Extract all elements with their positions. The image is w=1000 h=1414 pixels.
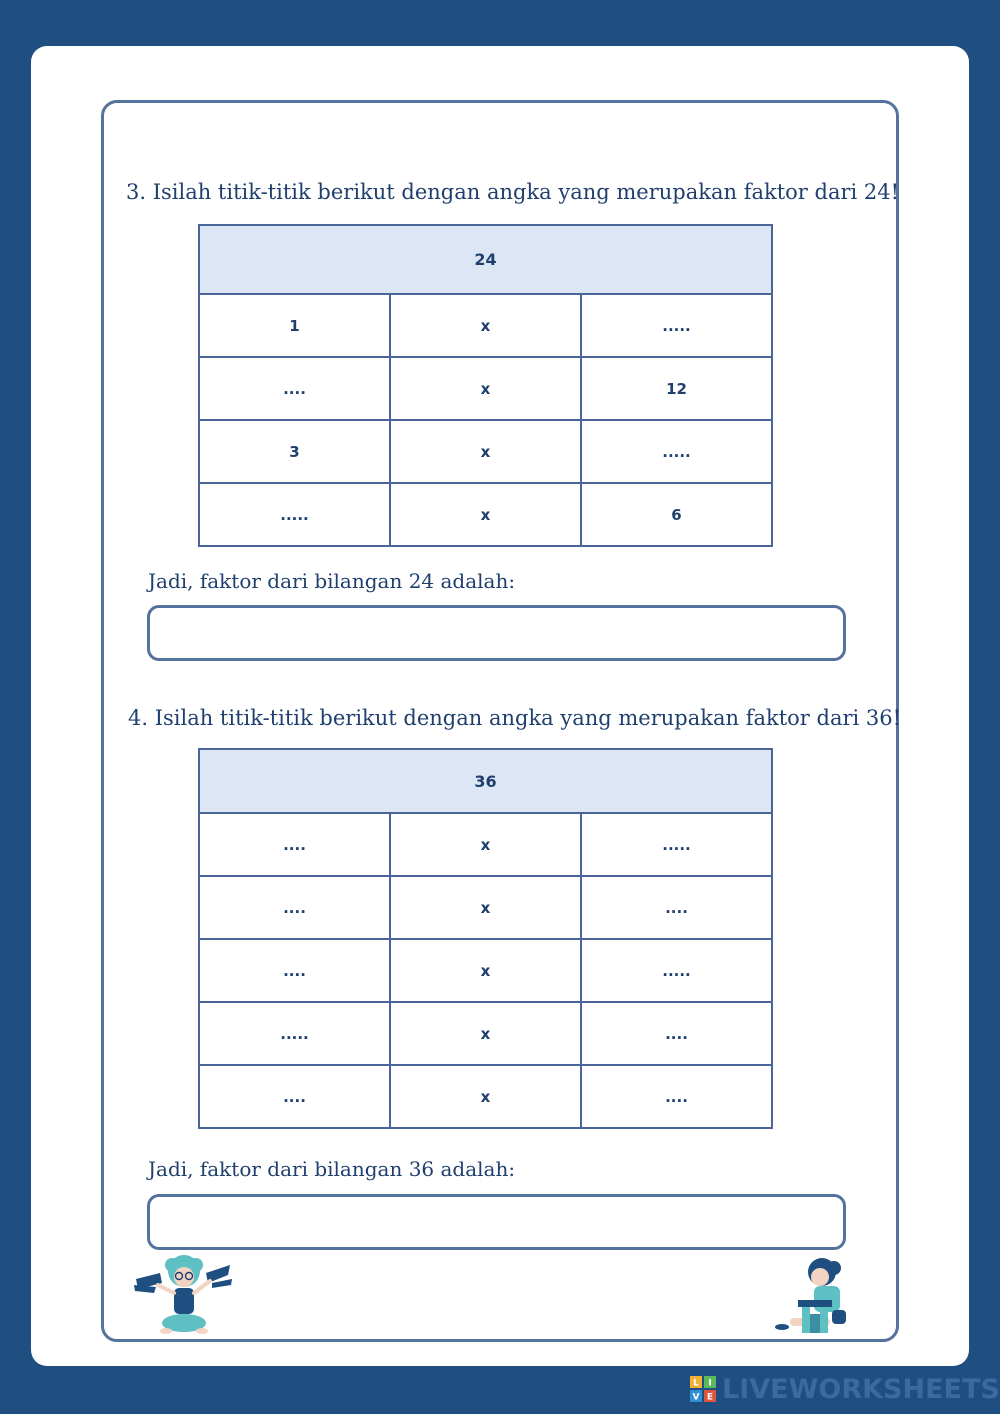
table-cell: x xyxy=(390,357,581,420)
table-row xyxy=(199,1002,772,1065)
answer-label-36: Jadi, faktor dari bilangan 36 adalah: xyxy=(148,1157,516,1181)
answer-cell[interactable]: .... xyxy=(581,1002,772,1065)
question-4-text: 4. Isilah titik-titik berikut dengan angka yang merupakan faktor dari 36! xyxy=(128,706,902,730)
answer-input-24[interactable] xyxy=(147,605,846,661)
table-cell: 12 xyxy=(581,357,772,420)
answer-cell[interactable]: .... xyxy=(199,939,390,1002)
kid-with-blocks-illustration xyxy=(770,1256,856,1336)
answer-cell[interactable]: ..... xyxy=(581,294,772,357)
answer-cell[interactable]: .... xyxy=(581,1065,772,1128)
table-row xyxy=(199,357,772,420)
table-cell: x xyxy=(390,876,581,939)
answer-cell[interactable]: ..... xyxy=(581,420,772,483)
table-cell: x xyxy=(390,483,581,546)
table-row xyxy=(199,420,772,483)
brand-name: LIVEWORKSHEETS xyxy=(722,1373,1000,1405)
table-row xyxy=(199,1065,772,1128)
table-row xyxy=(199,294,772,357)
answer-cell[interactable]: ..... xyxy=(581,939,772,1002)
answer-cell[interactable]: .... xyxy=(199,876,390,939)
logo-letter: I xyxy=(708,1378,712,1389)
question-3-text: 3. Isilah titik-titik berikut dengan angka yang merupakan faktor dari 24! xyxy=(126,180,900,204)
logo-letter: E xyxy=(706,1392,714,1402)
answer-cell[interactable]: ..... xyxy=(581,813,772,876)
table-row xyxy=(199,813,772,876)
table-row xyxy=(199,939,772,1002)
table-cell: x xyxy=(390,813,581,876)
factor-table-24 xyxy=(198,224,773,547)
answer-cell[interactable]: .... xyxy=(199,813,390,876)
table-36-header: 36 xyxy=(199,749,772,813)
kid-with-books-illustration xyxy=(132,1255,234,1339)
table-cell: 6 xyxy=(581,483,772,546)
liveworksheets-logo-icon xyxy=(690,1376,716,1402)
table-row xyxy=(199,483,772,546)
table-row xyxy=(199,876,772,939)
factor-table-36 xyxy=(198,748,773,1129)
answer-cell[interactable]: .... xyxy=(199,357,390,420)
answer-label-24: Jadi, faktor dari bilangan 24 adalah: xyxy=(148,569,516,593)
logo-letter: V xyxy=(692,1392,700,1402)
table-cell: x xyxy=(390,939,581,1002)
table-cell: 3 xyxy=(199,420,390,483)
table-cell: x xyxy=(390,420,581,483)
answer-cell[interactable]: .... xyxy=(199,1065,390,1128)
answer-cell[interactable]: ..... xyxy=(199,1002,390,1065)
table-24-header: 24 xyxy=(199,225,772,294)
logo-letter: L xyxy=(693,1378,699,1389)
answer-cell[interactable]: ..... xyxy=(199,483,390,546)
table-cell: x xyxy=(390,294,581,357)
table-cell: x xyxy=(390,1002,581,1065)
answer-input-36[interactable] xyxy=(147,1194,846,1250)
liveworksheets-brand xyxy=(690,1372,1000,1406)
table-cell: x xyxy=(390,1065,581,1128)
answer-cell[interactable]: .... xyxy=(581,876,772,939)
table-cell: 1 xyxy=(199,294,390,357)
